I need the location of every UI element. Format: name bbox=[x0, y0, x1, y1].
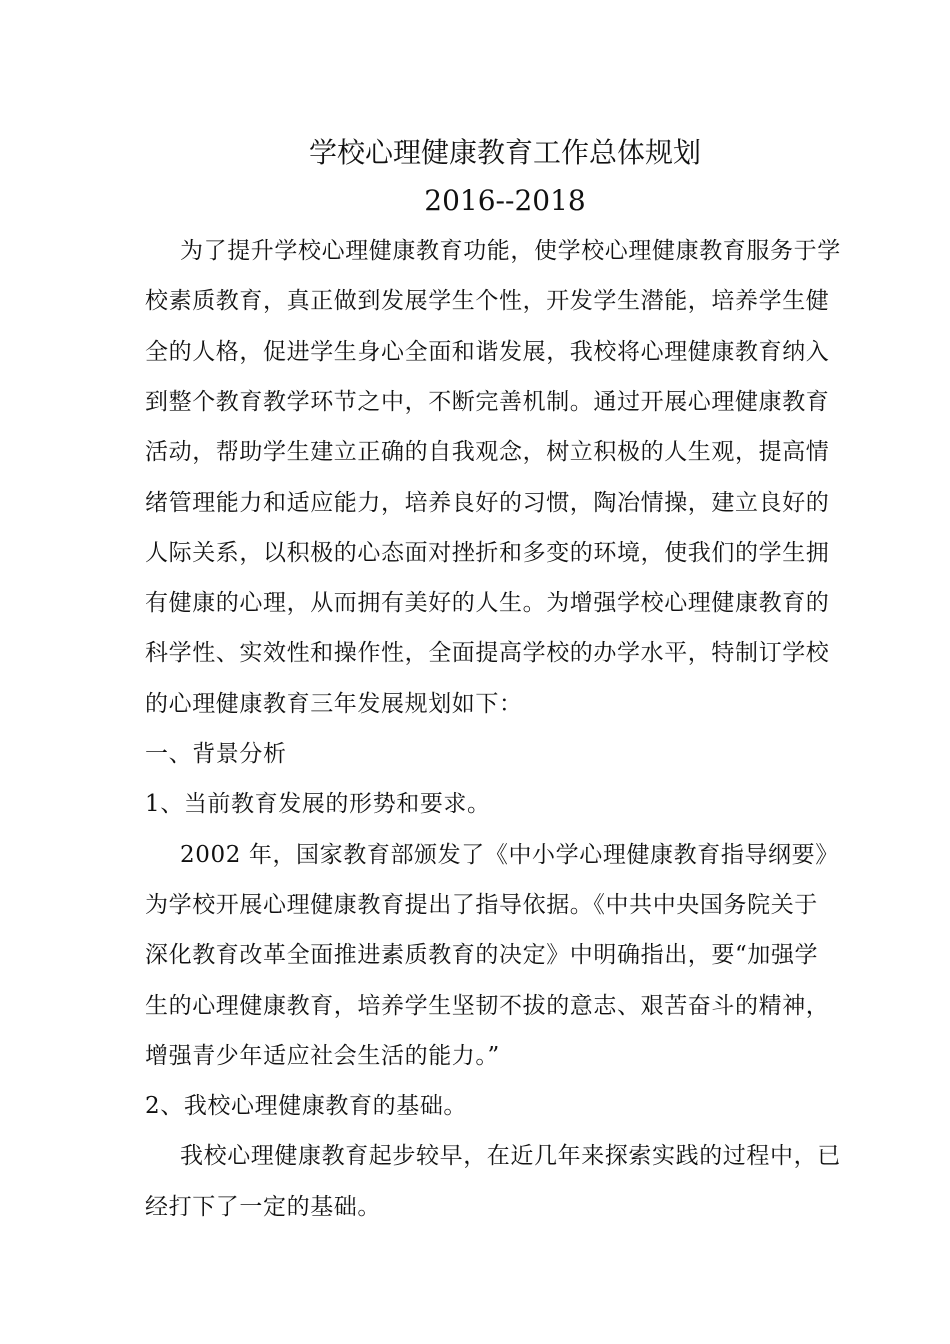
body-line: 2、我校心理健康教育的基础。 bbox=[145, 1093, 468, 1120]
body-line: 2002 年，国家教育部颁发了《中小学心理健康教育指导纲要》 bbox=[180, 841, 839, 868]
body-line: 校素质教育，真正做到发展学生个性，开发学生潜能，培养学生健 bbox=[145, 288, 830, 315]
body-line: 全的人格，促进学生身心全面和谐发展，我校将心理健康教育纳入 bbox=[145, 338, 830, 365]
body-line: 绪管理能力和适应能力，培养良好的习惯，陶冶情操，建立良好的 bbox=[145, 489, 830, 516]
body-line: 1、当前教育发展的形势和要求。 bbox=[145, 791, 491, 818]
body-line: 增强青少年适应社会生活的能力。” bbox=[145, 1042, 500, 1069]
body-line: 我校心理健康教育起步较早，在近几年来探索实践的过程中，已 bbox=[180, 1143, 841, 1170]
body-line: 人际关系，以积极的心态面对挫折和多变的环境，使我们的学生拥 bbox=[145, 539, 830, 566]
body-line: 有健康的心理，从而拥有美好的人生。为增强学校心理健康教育的 bbox=[145, 590, 830, 617]
body-line: 深化教育改革全面推进素质教育的决定》中明确指出，要“加强学 bbox=[145, 942, 819, 969]
body-line: 到整个教育教学环节之中，不断完善机制。通过开展心理健康教育 bbox=[145, 388, 830, 415]
document-subtitle: 2016--2018 bbox=[424, 184, 586, 217]
body-line: 的心理健康教育三年发展规划如下： bbox=[145, 690, 523, 717]
body-line: 为了提升学校心理健康教育功能，使学校心理健康教育服务于学 bbox=[180, 238, 841, 264]
document-title: 学校心理健康教育工作总体规划 bbox=[308, 136, 701, 169]
body-line: 为学校开展心理健康教育提出了指导依据。《中共中央国务院关于 bbox=[145, 891, 818, 918]
body-line: 科学性、实效性和操作性，全面提高学校的办学水平，特制订学校 bbox=[145, 640, 830, 667]
body-line: 活动，帮助学生建立正确的自我观念，树立积极的人生观，提高情 bbox=[145, 439, 830, 466]
body-line: 一、背景分析 bbox=[145, 741, 287, 767]
body-line: 生的心理健康教育，培养学生坚韧不拔的意志、艰苦奋斗的精神， bbox=[145, 992, 830, 1019]
body-line: 经打下了一定的基础。 bbox=[145, 1193, 381, 1220]
